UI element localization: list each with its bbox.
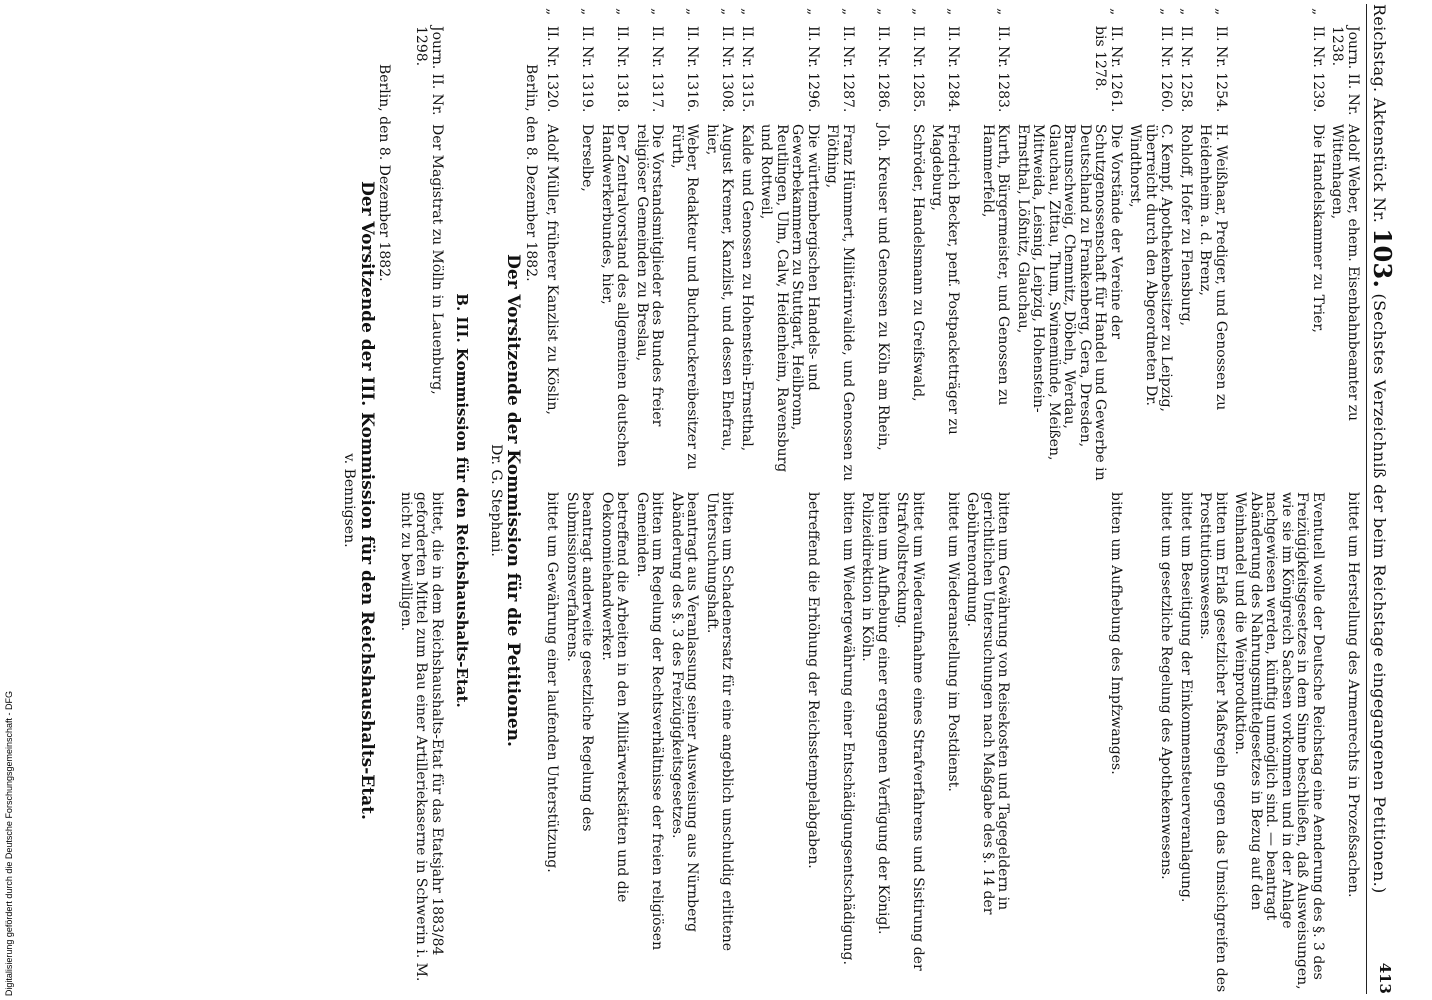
petition-entry bbox=[1127, 8, 1174, 993]
request: bittet um Herstellung des Armenrechts in Prozeßsachen. bbox=[1345, 492, 1361, 898]
petition-entry bbox=[758, 8, 820, 993]
petitioner: Weber, Redakteur und Buchdruckereibesitzer zu Fürth, bbox=[669, 124, 701, 470]
petition-entry bbox=[894, 8, 925, 993]
date-line-b: Berlin, den 8. Dezember 1882. bbox=[376, 64, 393, 282]
petitioner: Rohloff, Hofer zu Flensburg, bbox=[1178, 124, 1194, 327]
petition-list bbox=[331, 8, 1360, 993]
ditto-mark: „ bbox=[579, 8, 596, 16]
journal-number: II. Nr. 1317. bbox=[649, 26, 666, 113]
request: bittet, die in dem Reichshaushalts-Etat für das Etatsjahr 1883/84 geforderten Mittel zum Bau einer Artilleriekaserne in Schwerin i. M. nicht zu bewilligen. bbox=[398, 492, 445, 982]
dfg-sidebar: Digitalisierung gefördert durch die Deutsche Forschungsgemeinschaft - DFG bbox=[4, 690, 14, 996]
petition-entry bbox=[599, 8, 630, 993]
journal-number: II. Nr. 1315. bbox=[739, 26, 755, 113]
request: bittet um gesetzliche Regelung des Apothekenwesens. bbox=[1158, 492, 1175, 880]
petitioner: Die württembergischen Handels- und Gewerbekammern zu Stuttgart, Heilbronn, Reutlingen, Ulm, Calw, Heidenheim, Ravensburg und Rottweil, bbox=[758, 124, 821, 473]
petitioner: August Kremer, Kanzlist, und dessen Ehefrau, hier, bbox=[704, 124, 736, 452]
journal-number: II. Nr. 1285. bbox=[910, 26, 926, 113]
header-subtitle: (Sechstes Verzeichniß der beim Reichstage eingegangenen Petitionen.) bbox=[1370, 293, 1389, 894]
petition-entry bbox=[1015, 8, 1124, 993]
petitioner: Franz Hümmert, Militärinvalide, und Genossen zu Flöthing, bbox=[824, 124, 856, 482]
request: beantragt aus Veranlassung seiner Ausweisung aus Nürnberg Abänderung des §. 3 des Freizügigkeitsgesetzes. bbox=[669, 492, 701, 933]
header-rule bbox=[1366, 4, 1367, 994]
ditto-mark: „ bbox=[910, 8, 926, 16]
ditto-mark: „ bbox=[614, 8, 631, 16]
ditto-mark: „ bbox=[649, 8, 666, 16]
request bbox=[739, 492, 755, 993]
journal-number: II. Nr. 1286. bbox=[875, 26, 891, 113]
request: bitten um Regelung der Rechtsverhältnisse der freien religiösen Gemeinden. bbox=[634, 492, 666, 951]
ditto-mark: „ bbox=[544, 8, 561, 16]
petitioner: Derselbe, bbox=[579, 124, 596, 192]
journal-number: II. Nr. 1316. bbox=[684, 26, 701, 113]
journal-number: II. Nr. 1287. bbox=[840, 26, 856, 113]
petition-entry bbox=[1329, 8, 1360, 993]
petition-entry bbox=[1232, 8, 1325, 993]
ditto-mark: „ bbox=[1158, 8, 1175, 16]
ditto-mark: „ bbox=[1310, 8, 1326, 16]
journal-number: II. Nr. 1258. bbox=[1178, 26, 1194, 113]
journal-number: II. Nr. 1308. bbox=[719, 26, 736, 113]
section-heading-b: B. III. Kommission für den Reichshaushalts-Etat. bbox=[453, 293, 472, 708]
petitioner: Friedrich Becker, penf. Postpacketträger zu Magdeburg, bbox=[929, 124, 961, 435]
petition-entry-b bbox=[398, 8, 445, 993]
ditto-mark: „ bbox=[840, 8, 856, 16]
request: betreffend die Arbeiten in den Militärwerkstätten und die Oekonomiehandwerker. bbox=[599, 492, 631, 903]
petition-entry bbox=[669, 8, 700, 993]
page-number: 413 bbox=[1376, 962, 1394, 994]
ditto-mark: „ bbox=[805, 8, 821, 16]
document-number: 103. bbox=[1368, 228, 1397, 289]
request: Eventuell wolle der Deutsche Reichstag eine Aenderung des §. 3 des Freizügigkeitsgesetzes in dem Sinne beschließen, daß Ausweisungen, wie sie im Königreich Sachsen vorkommen und in der Anlage nachgewiesen werden, künftig unmöglich sind. — beantragt Abänderung des Nahrungsmittelgesetzes in Bezug auf den Weinhandel und die Weinproduktion. bbox=[1232, 492, 1326, 990]
journal-number: II. Nr. 1284. bbox=[945, 26, 961, 113]
journal-number: II. Nr. 1318. bbox=[614, 26, 631, 113]
journal-number: II. Nr. 1319. bbox=[579, 26, 596, 113]
petitioner: Die Vorstandsmitglieder des Bundes freier religiöser Gemeinden zu Breslau, bbox=[634, 124, 666, 427]
journal-number: II. Nr. 1260. bbox=[1158, 26, 1175, 113]
ditto-mark bbox=[1329, 8, 1360, 26]
header-prefix: Reichstag. Aktenstück Nr. bbox=[1370, 4, 1389, 224]
ditto-mark: „ bbox=[945, 8, 961, 16]
journal-number: II. Nr. 1296. bbox=[805, 26, 821, 113]
petitioner: Kurth, Bürgermeister, und Genossen zu Hammerfeld, bbox=[980, 124, 1012, 406]
petition-entry bbox=[1178, 8, 1194, 993]
ditto-mark: „ bbox=[719, 8, 736, 16]
ditto-mark: „ bbox=[1108, 8, 1124, 16]
journal-number: II. Nr. 1320. bbox=[544, 26, 561, 113]
request: betreffend die Erhöhung der Reichsstempelabgaben. bbox=[805, 492, 821, 869]
chairman-title: Der Vorsitzende der Kommission für die Petitionen. bbox=[503, 254, 524, 747]
petition-entry bbox=[824, 8, 855, 993]
petitioner: Joh. Kreuser und Genossen zu Köln am Rhein, bbox=[875, 124, 891, 451]
petitioner: C. Kempf, Apothekenbesitzer zu Leipzig, überreicht durch den Abgeordneten Dr. Windthorst, bbox=[1127, 124, 1175, 412]
journal-number: II. Nr. 1254. bbox=[1213, 26, 1229, 113]
journal-number: II. Nr. 1283. bbox=[995, 26, 1012, 113]
request: bitten um Aufhebung einer ergangenen Verfügung der Königl. Polizeidirektion in Köln. bbox=[859, 492, 891, 935]
chairman-title-b: Der Vorsitzende der III. Kommission für den Reichshaushalts-Etat. bbox=[357, 181, 377, 820]
journal-number: Journ. II. Nr. 1238. bbox=[1329, 26, 1361, 116]
rotated-page bbox=[10, 0, 1400, 1000]
petitioner: Adolf Müller, früherer Kanzlist zu Köslin, bbox=[544, 124, 561, 415]
petitioner: Die Handelskammer zu Trier, bbox=[1310, 124, 1326, 333]
request: beantragt anderweite gesetzliche Regelung des Submissionsverfahrens. bbox=[564, 492, 596, 832]
petition-entry bbox=[859, 8, 890, 993]
ditto-mark: „ bbox=[739, 8, 755, 16]
ditto-mark: „ bbox=[1178, 8, 1194, 16]
request: bittet um Wiederaufnahme eines Strafverfahrens und Sistirung der Strafvollstreckung. bbox=[894, 492, 926, 971]
ditto-mark: „ bbox=[875, 8, 891, 16]
entry-list bbox=[544, 8, 1360, 993]
petition-entry bbox=[634, 8, 665, 993]
request: bittet um Gewährung einer laufenden Unterstützung. bbox=[544, 492, 561, 873]
petition-entry bbox=[739, 8, 755, 993]
petition-entry bbox=[1197, 8, 1228, 993]
date-line: Berlin, den 8. Dezember 1882. bbox=[523, 64, 539, 282]
petitioner: Die Vorstände der Vereine der Schutzgenossenschaft für Handel und Gewerbe in Deutschland zu Frankenberg, Gera, Dresden, Braunschweig, Chemnitz, Döbeln, Werdau, Glauchau, Zittau, Thum, Swinemünde, Meißen, Mittweida, Leisnig, Leipzig, Hohenstein-Ernstthal, Lößnitz, Glauchau, bbox=[1015, 124, 1124, 481]
request: bitten um Gewährung von Reisekosten und Tagegeldern in gerichtlichen Untersuchungen nach Maßgabe des §. 14 der Gebührenordnung. bbox=[964, 492, 1012, 915]
request: bitten um Wiedergewährung einer Entschädigungsentschädigung. bbox=[840, 492, 856, 965]
petitioner: Der Magistrat zu Mölln in Lauenburg, bbox=[429, 124, 445, 395]
petition-entry bbox=[544, 8, 560, 993]
petitioner: Der Zentralvorstand des allgemeinen deutschen Handwerkerbundes, hier, bbox=[599, 124, 631, 467]
ditto-mark: „ bbox=[684, 8, 701, 16]
journal-number: Journ. II. Nr. 1298. bbox=[413, 26, 445, 116]
petition-entry bbox=[964, 8, 1011, 993]
petitioner: Schröder, Handelsmann zu Greifswald, bbox=[910, 124, 926, 402]
petition-entry bbox=[564, 8, 595, 993]
petition-entry bbox=[704, 8, 735, 993]
ditto-mark: „ bbox=[1213, 8, 1229, 16]
ditto-mark bbox=[398, 8, 445, 26]
request: bitten um Erlaß gesetzlicher Maßregeln gegen das Umsichgreifen des Prostitutionswesens. bbox=[1197, 492, 1229, 993]
request: bittet um Wiederanstellung im Postdienst. bbox=[945, 492, 961, 792]
petition-entry bbox=[929, 8, 960, 993]
journal-number: II. Nr. 1261. bis 1278. bbox=[1092, 26, 1124, 113]
signature: Dr. G. Stephani. bbox=[488, 444, 504, 557]
petitioner: H. Weißhaar, Prediger, und Genossen zu Heidenheim a. d. Brenz, bbox=[1197, 124, 1229, 411]
page-header bbox=[1368, 4, 1397, 914]
request: bitten um Aufhebung des Impfzwanges. bbox=[1108, 492, 1124, 775]
petitioner: Kalde und Genossen zu Hohenstein-Ernstthal, bbox=[739, 124, 755, 452]
petitioner: Adolf Weber, ehem. Eisenbahnbeamter zu Wittenhagen, bbox=[1329, 124, 1361, 422]
journal-number: II. Nr. 1239. bbox=[1310, 26, 1326, 113]
request: bittet um Beseitigung der Einkommensteuerveranlagung. bbox=[1178, 492, 1194, 903]
ditto-mark: „ bbox=[995, 8, 1012, 16]
request: bitten um Schadenersatz für eine angeblich unschuldig erlittene Untersuchungshaft. bbox=[704, 492, 736, 952]
signature-b: v. Bennigsen. bbox=[341, 453, 358, 548]
